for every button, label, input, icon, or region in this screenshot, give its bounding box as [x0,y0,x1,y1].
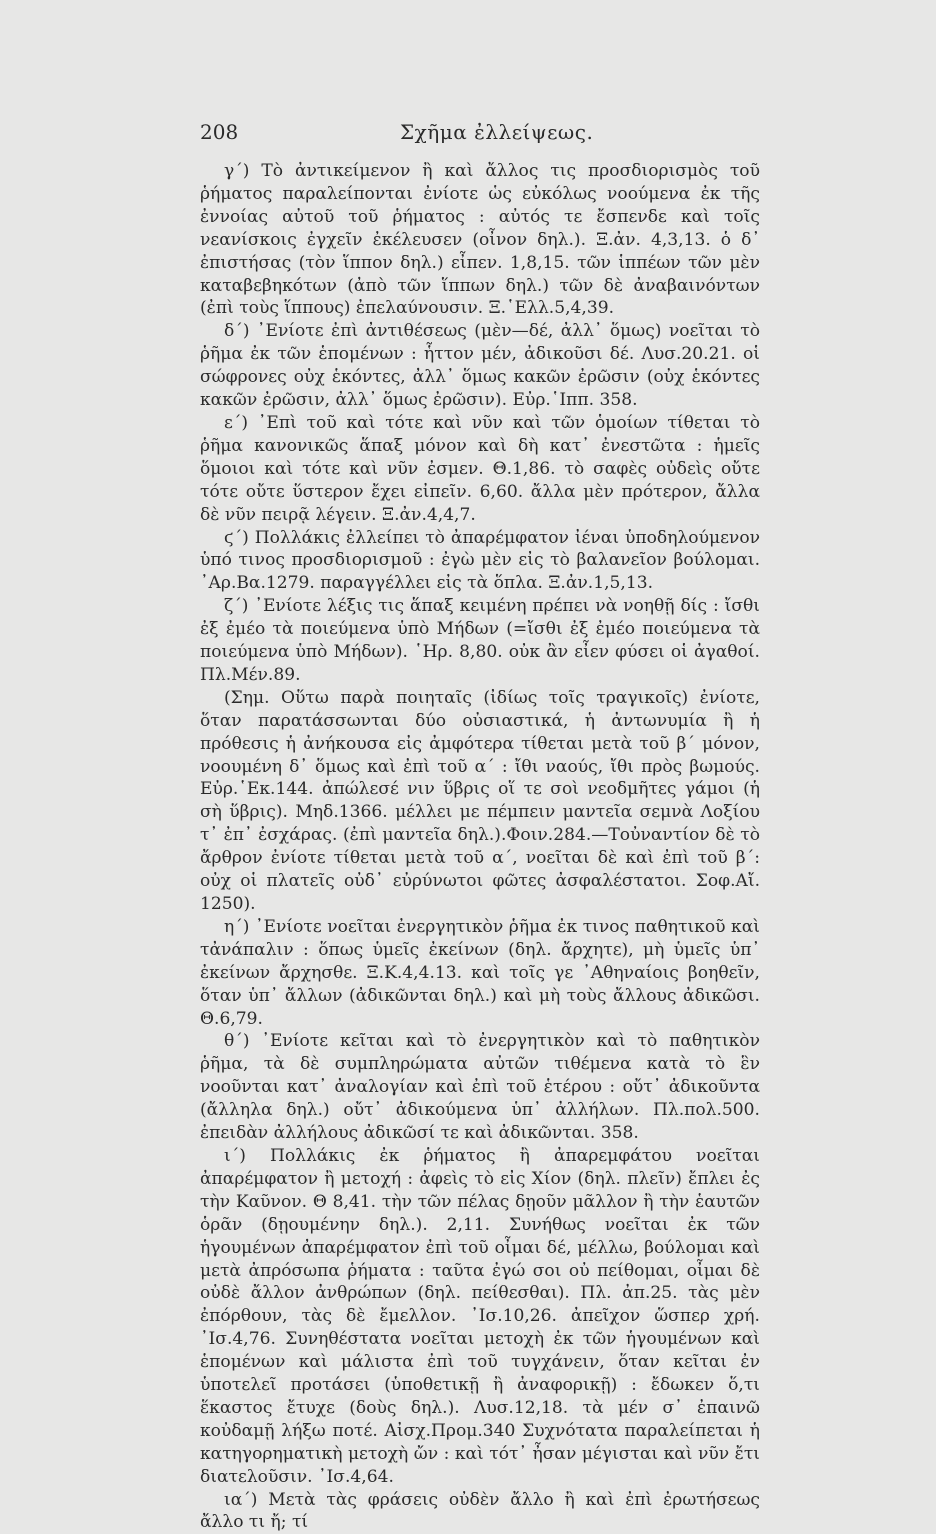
paragraph-theta: θ΄) ᾿Ενίοτε κεῖται καὶ τὸ ἐνεργητικὸν καὶ τὸ παθητικὸν ῥῆμα, τὰ δὲ συμπληρώματα αὐτῶν τιθέμενα κατὰ τὸ ἓν νοοῦνται κατ᾽ ἀναλογίαν καὶ ἐπὶ τοῦ ἑτέρου : οὔτ᾽ ἀδικοῦντα (ἄλληλα δηλ.) οὔτ᾽ ἀδικούμενα ὑπ᾽ ἀλλήλων. Πλ.πολ.500. ἐπειδὰν ἀλλήλους ἀδικῶσί τε καὶ ἀδικῶνται. 358. [200,1031,760,1144]
body-text [200,160,760,1534]
paragraph-eta: η΄) ᾿Ενίοτε νοεῖται ἐνεργητικὸν ῥῆμα ἐκ τινος παθητικοῦ καὶ τἀνάπαλιν : ὅπως ὑμεῖς ἐκείνων (δηλ. ἄρχητε), μὴ ὑμεῖς ὑπ᾽ ἐκείνων ἄρχησθε. Ξ.Κ.4,4.13. καὶ τοῖς γε ᾿Αθηναίοις βοηθεῖν, ὅταν ὑπ᾽ ἄλλων (ἀδικῶνται δηλ.) καὶ μὴ τοὺς ἄλλους ἀδικῶσι. Θ.6,79. [200,916,760,1029]
paragraph-gamma: γ΄) Τὸ ἀντικείμενον ἢ καὶ ἄλλος τις προσδιορισμὸς τοῦ ῥήματος παραλείπονται ἐνίοτε ὡς εὐκόλως νοούμενα ἐκ τῆς ἐννοίας αὐτοῦ τοῦ ῥήματος : αὐτός τε ἔσπενδε καὶ τοῖς νεανίσκοις ἐγχεῖν ἐκέλευσεν (οἶνον δηλ.). Ξ.ἀν. 4,3,13. ὁ δ᾽ ἐπιστήσας (τὸν ἵππον δηλ.) εἶπεν. 1,8,15. τῶν ἱππέων τῶν μὲν καταβεβηκότων (ἀπὸ τῶν ἵππων δηλ.) τῶν δὲ ἀναβαινόντων (ἐπὶ τοὺς ἵππους) ἐπελαύνουσιν. Ξ.῾Ελλ.5,4,39. [200,161,760,319]
running-head [0,120,936,150]
paragraph-iota: ι΄) Πολλάκις ἐκ ῥήματος ἢ ἀπαρεμφάτου νοεῖται ἀπαρέμφατον ἢ μετοχή : ἀφεὶς τὸ εἰς Χίον (δηλ. πλεῖν) ἔπλει ἐς τὴν Καῦνον. Θ 8,41. τὴν τῶν πέλας δῃοῦν μᾶλλον ἢ τὴν ἑαυτῶν ὁρᾶν (δῃουμένην δηλ.). 2,11. Συνήθως νοεῖται ἐκ τῶν ἡγουμένων ἀπαρέμφατον ἐπὶ τοῦ οἶμαι δέ, μέλλω, βούλομαι καὶ μετὰ ἀπρόσωπα ῥήματα : ταῦτα ἐγώ σοι οὐ πείθομαι, οἶμαι δὲ οὐδὲ ἄλλον ἀνθρώπων (δηλ. πείθεσθαι). Πλ. ἀπ.25. τὰς μὲν ἐπόρθουν, τὰς δὲ ἔμελλον. ᾿Ισ.10,26. ἀπεῖχον ὥσπερ χρή. ᾿Ισ.4,76. Συνηθέστατα νοεῖται μετοχὴ ἐκ τῶν ἡγουμένων καὶ ἑπομένων καὶ μάλιστα ἐπὶ τοῦ τυγχάνειν, ὅταν κεῖται ἐν ὑποτελεῖ προτάσει (ὑποθετικῇ ἢ ἀναφορικῇ) : ἔδωκεν ὅ,τι ἕκαστος ἔτυχε (δοὺς δηλ.). Λυσ.12,18. τὰ μέν σ᾽ ἐπαινῶ κοὐδαμῇ λήξω ποτέ. Αἰσχ.Προμ.340 Συχνότατα παραλείπεται ἡ κατηγορηματικὴ μετοχὴ ὤν : καὶ τότ᾽ ἦσαν μέγισται καὶ νῦν ἔτι διατελοῦσιν. ᾿Ισ.4,64. [200,1145,760,1487]
paragraph-iota-alpha: ια΄) Μετὰ τὰς φράσεις οὐδὲν ἄλλο ἢ καὶ ἐπὶ ἐρωτήσεως ἄλλο τι ἤ; τί [200,1489,760,1533]
running-title: Σχῆμα ἐλλείψεως. [400,120,594,144]
paragraph-note: (Σημ. Οὕτω παρὰ ποιηταῖς (ἰδίως τοῖς τραγικοῖς) ἐνίοτε, ὅταν παρατάσσωνται δύο οὐσιαστικά, ἡ ἀντωνυμία ἢ ἡ πρόθεσις ἡ ἀνήκουσα εἰς ἀμφότερα τίθεται μετὰ τοῦ β΄ μόνον, νοουμένη δ᾽ ὅμως καὶ ἐπὶ τοῦ α΄ : ἴθι ναούς, ἴθι πρὸς βωμούς. Εὐρ.῾Εκ.144. ἀπώλεσέ νιν ὕβρις οἵ τε σοὶ νεοδμῆτες γάμοι (ἡ σὴ ὕβρις). Μηδ.1366. μέλλει με πέμπειν μαντεῖα σεμνὰ Λοξίου τ᾽ ἐπ᾽ ἐσχάρας. (ἐπὶ μαντεῖα δηλ.).Φοιν.284.—Τοὐναντίον δὲ τὸ ἄρθρον ἐνίοτε τίθεται μετὰ τοῦ α΄, νοεῖται δὲ καὶ ἐπὶ τοῦ β΄: οὐχ οἱ πλατεῖς οὐδ᾽ εὐρύνωτοι φῶτες ἀσφαλέστατοι. Σοφ.Αἴ. 1250). [200,687,760,914]
paragraph-stigma: ϛ΄) Πολλάκις ἐλλείπει τὸ ἀπαρέμφατον ἰέναι ὑποδηλούμενον ὑπό τινος προσδιορισμοῦ : ἐγὼ μὲν εἰς τὸ βαλανεῖον βούλομαι. ᾿Αρ.Βα.1279. παραγγέλλει εἰς τὰ ὅπλα. Ξ.ἀν.1,5,13. [200,527,760,594]
paragraph-epsilon: ε΄) ᾿Επὶ τοῦ καὶ τότε καὶ νῦν καὶ τῶν ὁμοίων τίθεται τὸ ῥῆμα κανονικῶς ἅπαξ μόνον καὶ δὴ κατ᾽ ἐνεστῶτα : ἡμεῖς ὅμοιοι καὶ τότε καὶ νῦν ἐσμεν. Θ.1,86. τὸ σαφὲς οὐδεὶς οὔτε τότε οὔτε ὕστερον ἔχει εἰπεῖν. 6,60. ἄλλα μὲν πρότερον, ἄλλα δὲ νῦν πειρᾷ λέγειν. Ξ.ἀν.4,4,7. [200,412,760,525]
page-number: 208 [200,120,239,144]
paragraph-zeta: ζ΄) ᾿Ενίοτε λέξις τις ἅπαξ κειμένη πρέπει νὰ νοηθῇ δίς : ἴσθι ἐξ ἐμέο τὰ ποιεύμενα ὑπὸ Μήδων (=ἴσθι ἐξ ἐμέο ποιεύμενα τὰ ποιεύμενα ὑπὸ Μήδων). ῾Ηρ. 8,80. οὐκ ἂν εἶεν φύσει οἱ ἀγαθοί. Πλ.Μέν.89. [200,596,760,685]
paragraph-delta: δ΄) ᾿Ενίοτε ἐπὶ ἀντιθέσεως (μὲν—δέ, ἀλλ᾽ ὅμως) νοεῖται τὸ ῥῆμα ἐκ τῶν ἑπομένων : ἧττον μέν, ἀδικοῦσι δέ. Λυσ.20.21. οἱ σώφρονες οὐχ ἑκόντες, ἀλλ᾽ ὅμως κακῶν ἐρῶσιν (οὐχ ἑκόντες κακῶν ἐρῶσιν, ἀλλ᾽ ὅμως ἐρῶσιν). Εὐρ.῾Ιππ. 358. [200,321,760,411]
